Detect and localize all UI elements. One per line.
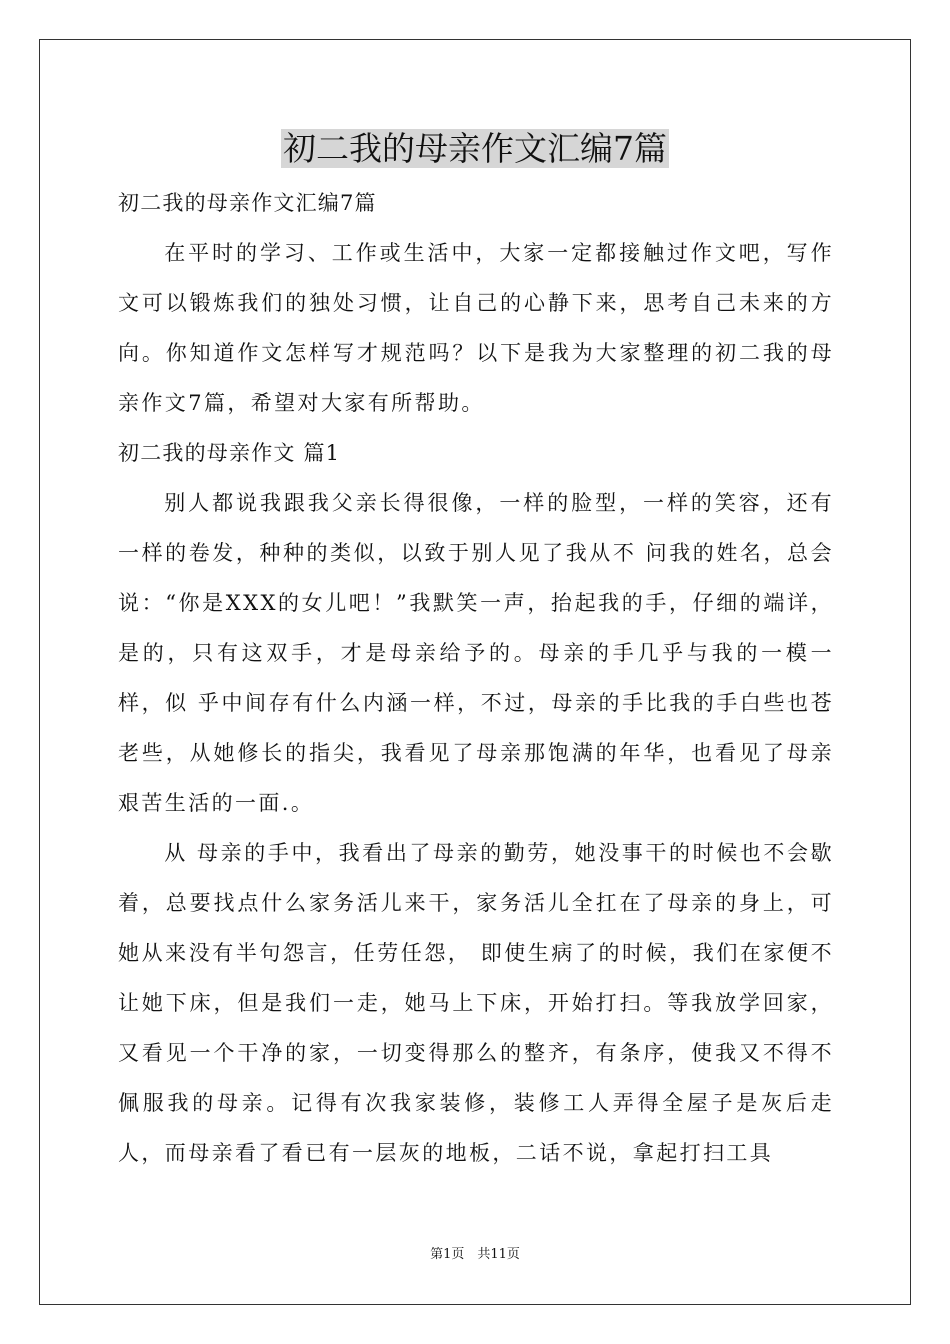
section-heading: 初二我的母亲作文 篇1 [118,441,341,465]
body-paragraph: 从 母亲的手中，我看出了母亲的勤劳，她没事干的时候也不会歇着，总要找点什么家务活儿来干，家务活儿全扛在了母亲的身上，可她从来没有半句怨言，任劳任怨， 即使生病了的时候，我们在家便不让她下床，但是我们一走，她马上下床，开始打扫。等我放学回家，又看见一个干净的家，一切变得那么的整齐，有条序，使我又不得不佩服我的母亲。记得有次我家装修，装修工人弄得全屋子是灰后走人，而母亲看了看已有一层灰的地板，二话不说，拿起打扫工具 [118,841,834,1165]
document-subtitle: 初二我的母亲作文汇编7篇 [118,191,377,215]
document-title [0,126,950,172]
document-body [118,178,834,1178]
page-footer: 第1页 共11页 [430,1247,520,1262]
body-paragraph: 别人都说我跟我父亲长得很像，一样的脸型，一样的笑容，还有一样的卷发，种种的类似，以致于别人见了我从不 问我的姓名，总会说：“你是XXX的女儿吧！”我默笑一声，抬起我的手，仔细的端详，是的，只有这双手，才是母亲给予的。母亲的手几乎与我的一模一样，似 乎中间存有什么内涵一样，不过，母亲的手比我的手白些也苍老些，从她修长的指尖，我看见了母亲那饱满的年华，也看见了母亲艰苦生活的一面.。 [118,491,834,815]
document-title-text: 初二我的母亲作文汇编7篇 [283,129,667,168]
intro-paragraph: 在平时的学习、工作或生活中，大家一定都接触过作文吧，写作文可以锻炼我们的独处习惯，让自己的心静下来，思考自己未来的方向。你知道作文怎样写才规范吗？以下是我为大家整理的初二我的母亲作文7篇，希望对大家有所帮助。 [118,241,834,415]
